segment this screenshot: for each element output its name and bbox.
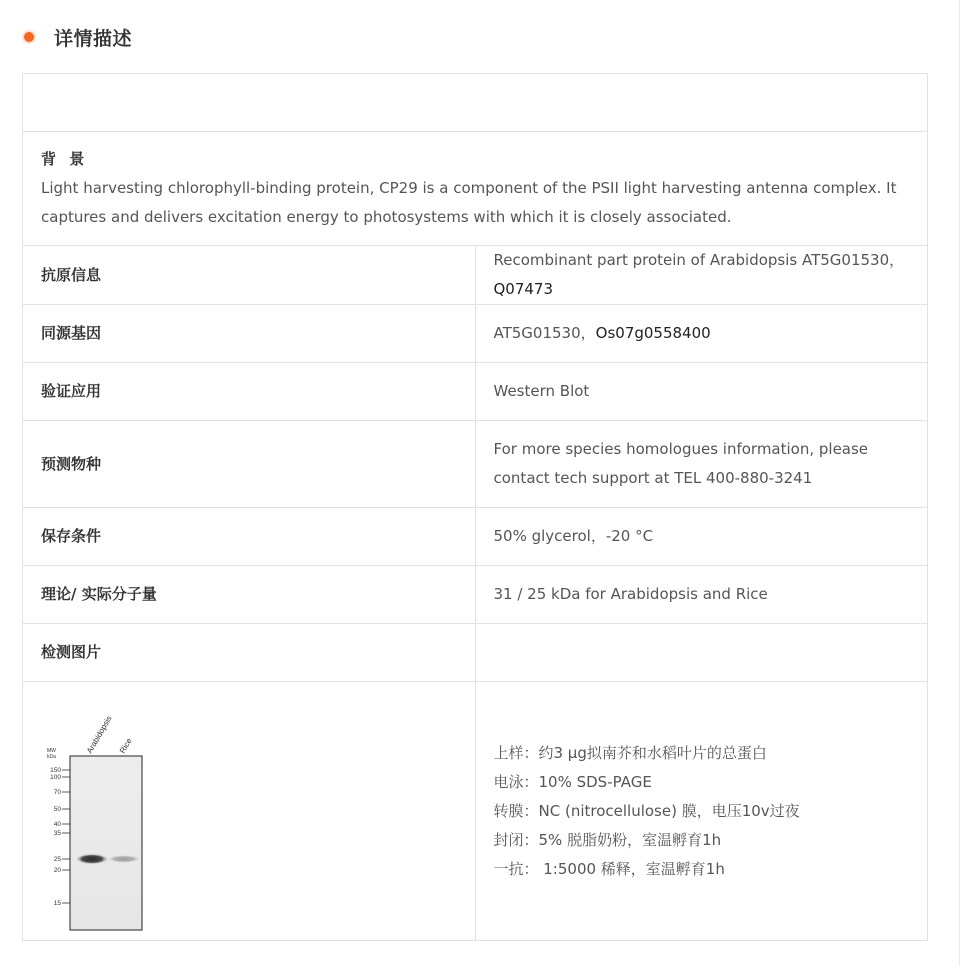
- table-row-empty: [23, 74, 928, 132]
- background-text: Light harvesting chlorophyll-binding protein, CP29 is a component of the PSII light harvesting antenna complex. It captures and delivers excitation energy to photosystems with which it is closely associated.: [41, 179, 897, 226]
- table-row-homolog: [23, 305, 928, 363]
- blot-membrane: [70, 756, 142, 930]
- marker-15: 15: [53, 900, 61, 907]
- storage-label: 保存条件: [23, 508, 476, 566]
- condition-electrophoresis: 电泳：10% SDS-PAGE: [493, 772, 652, 791]
- background-title: 背 景: [41, 150, 89, 168]
- table-row-species: [23, 421, 928, 508]
- antigen-label: 抗原信息: [23, 246, 476, 305]
- marker-100: 100: [50, 774, 61, 781]
- image-header-empty: [475, 624, 928, 682]
- species-value: For more species homologues information, please contact tech support at TEL 400-880-3241: [475, 421, 928, 508]
- band-arabidopsis: [75, 854, 109, 865]
- image-label: 检测图片: [23, 624, 476, 682]
- application-value: Western Blot: [475, 363, 928, 421]
- table-row-antigen: [23, 246, 928, 305]
- marker-25: 25: [53, 856, 61, 863]
- antigen-value-text: Recombinant part protein of Arabidopsis AT5G01530，: [493, 251, 905, 269]
- section-title: 详情描述: [54, 27, 133, 50]
- species-label: 预测物种: [23, 421, 476, 508]
- uniprot-link[interactable]: Q07473: [493, 280, 554, 298]
- homolog-value-text: AT5G01530，: [493, 324, 596, 342]
- page-right-border: [959, 0, 960, 966]
- background-cell: [23, 132, 928, 246]
- marker-150: 150: [50, 767, 61, 774]
- blot-cell: [23, 682, 476, 941]
- empty-cell: [23, 74, 928, 132]
- kda-header: kDa: [47, 754, 56, 760]
- homolog-label: 同源基因: [23, 305, 476, 363]
- marker-35: 35: [53, 830, 61, 837]
- table-row-background: [23, 132, 928, 246]
- bullet-dot-icon: [24, 32, 34, 42]
- marker-20: 20: [53, 867, 61, 874]
- condition-transfer: 转膜：NC (nitrocellulose) 膜，电压10v过夜: [493, 801, 800, 820]
- mw-markers: [50, 767, 70, 907]
- table-row-storage: [23, 508, 928, 566]
- mw-label: 理论/ 实际分子量: [23, 566, 476, 624]
- western-blot-image: [43, 706, 173, 936]
- detail-table: [22, 73, 928, 941]
- condition-loading: 上样：约3 μg拟南芥和水稻叶片的总蛋白: [493, 743, 767, 762]
- marker-70: 70: [53, 789, 61, 796]
- table-row-mw: [23, 566, 928, 624]
- band-rice: [107, 855, 141, 863]
- lane-label-arabidopsis: Arabidopsis: [84, 714, 114, 755]
- condition-blocking: 封闭：5% 脱脂奶粉，室温孵育1h: [493, 830, 722, 849]
- storage-value: 50% glycerol，-20 °C: [475, 508, 928, 566]
- table-row-image-header: [23, 624, 928, 682]
- section-header: [22, 22, 132, 52]
- lane-label-rice: Rice: [117, 736, 134, 755]
- application-label: 验证应用: [23, 363, 476, 421]
- table-row-image: [23, 682, 928, 941]
- table-row-application: [23, 363, 928, 421]
- conditions-cell: [475, 682, 928, 941]
- antigen-value: [475, 246, 928, 305]
- condition-primary-antibody: 一抗： 1:5000 稀释，室温孵育1h: [493, 859, 725, 878]
- marker-40: 40: [53, 821, 61, 828]
- mw-value: 31 / 25 kDa for Arabidopsis and Rice: [475, 566, 928, 624]
- marker-50: 50: [53, 806, 61, 813]
- homolog-link[interactable]: Os07g0558400: [595, 324, 711, 342]
- homolog-value: [475, 305, 928, 363]
- mw-header: MW: [47, 748, 56, 754]
